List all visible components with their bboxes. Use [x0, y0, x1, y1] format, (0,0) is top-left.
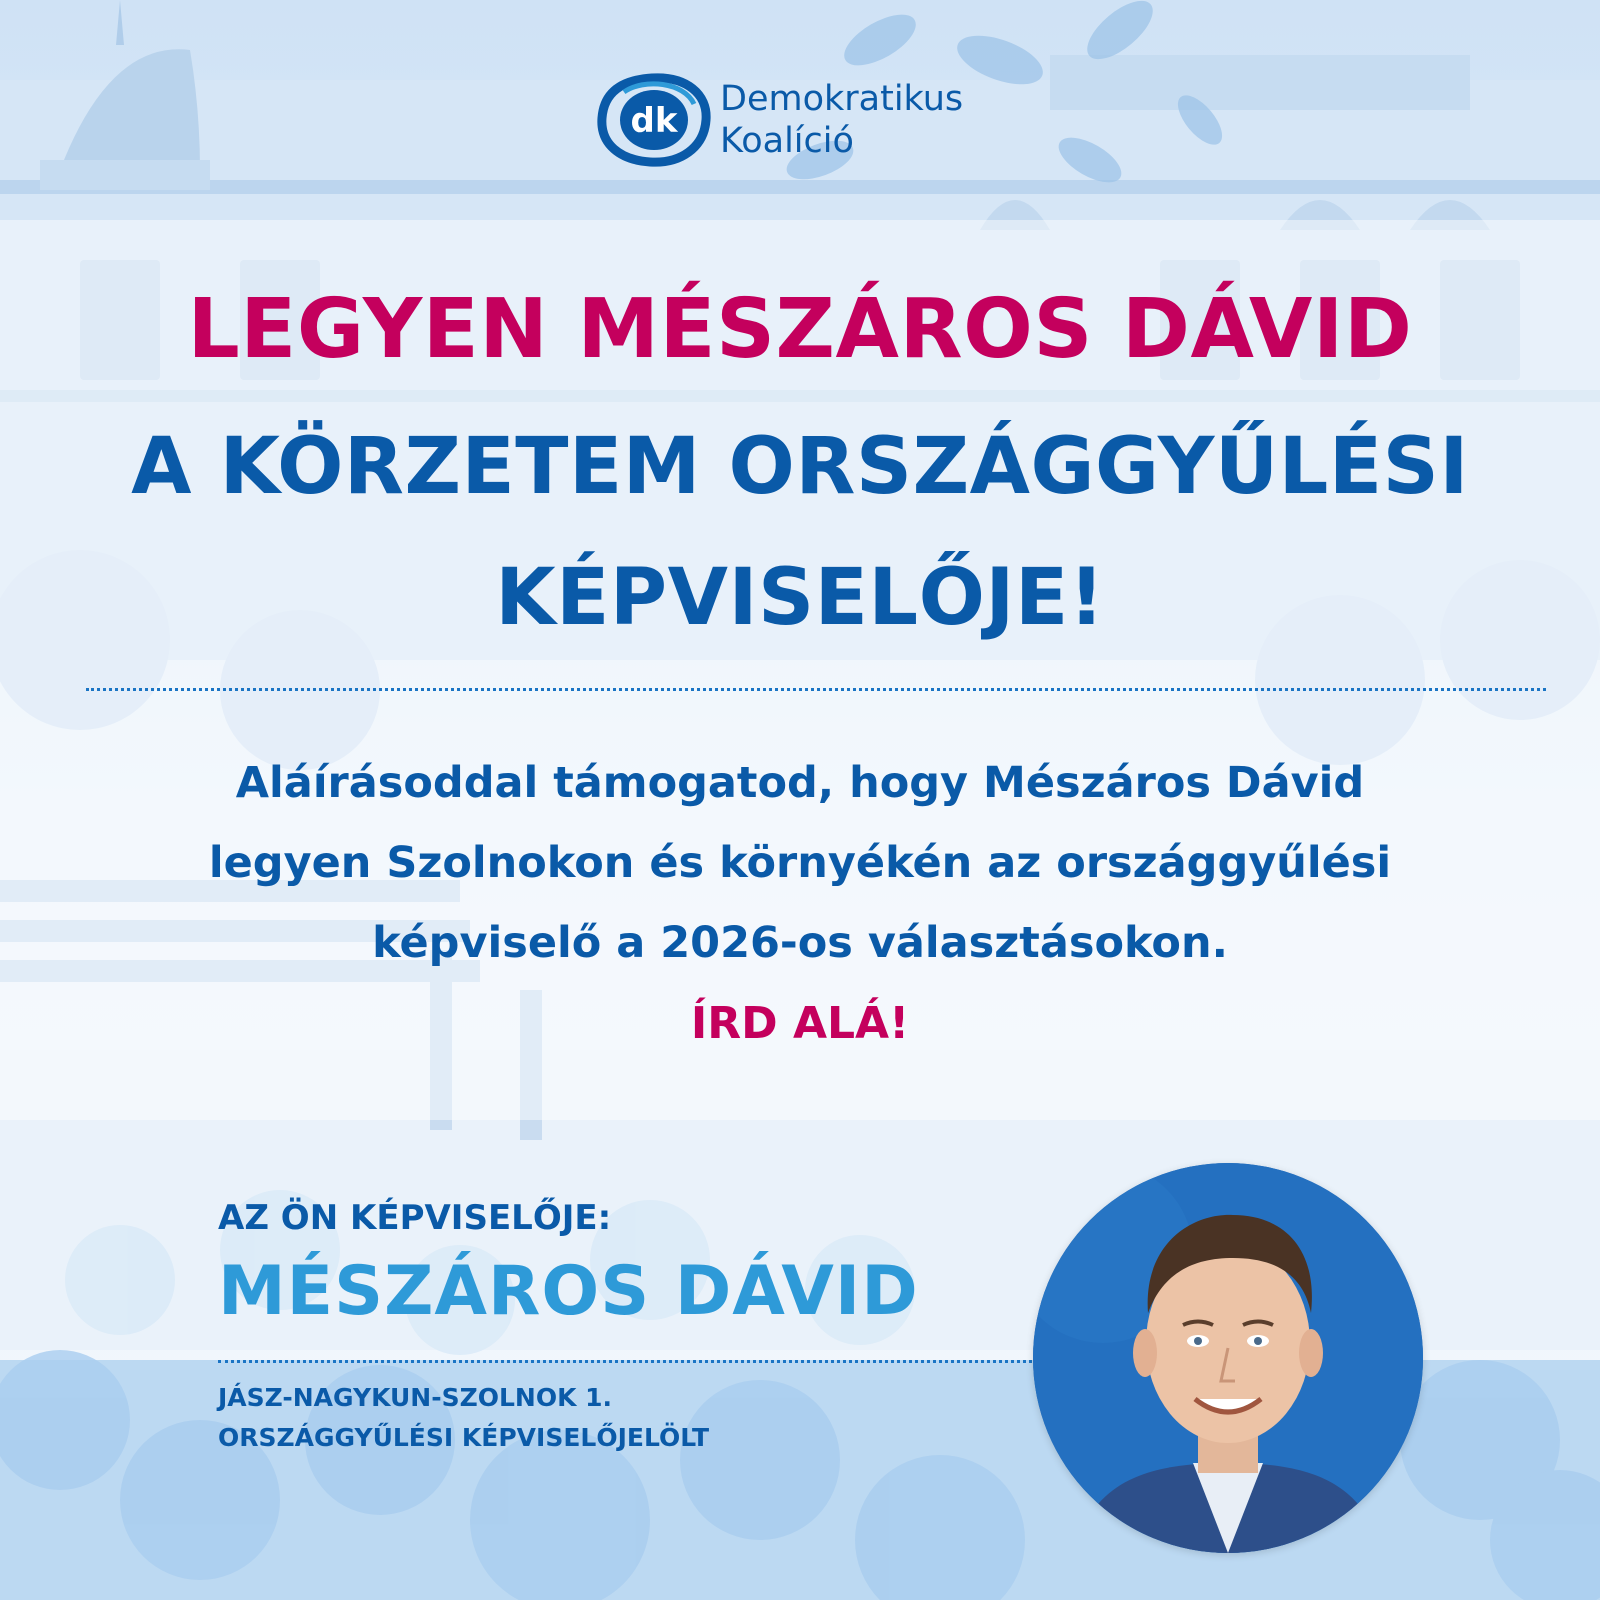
- representative-label: AZ ÖN KÉPVISELŐJE:: [218, 1198, 612, 1238]
- candidate-portrait: [1033, 1163, 1423, 1553]
- divider-bottom: [218, 1360, 1038, 1363]
- logo-line-2: Koalíció: [720, 121, 854, 161]
- body-line-3: képviselő a 2026-os választásokon.: [372, 918, 1228, 968]
- headline-line-3: KÉPVISELŐJE!: [495, 553, 1105, 643]
- headline-line-1: LEGYEN MÉSZÁROS DÁVID: [187, 282, 1413, 377]
- dk-logo: [594, 70, 963, 170]
- representative-role: ORSZÁGGYŰLÉSI KÉPVISELŐJELÖLT: [218, 1423, 710, 1452]
- dk-logo-mark: [594, 72, 712, 168]
- body-line-1: Aláírásoddal támogatod, hogy Mészáros Dávid: [235, 758, 1365, 808]
- divider-top: [86, 688, 1546, 691]
- representative-district: JÁSZ-NAGYKUN-SZOLNOK 1.: [218, 1383, 613, 1412]
- svg-text:dk: dk: [630, 101, 678, 141]
- headline-line-2: A KÖRZETEM ORSZÁGGYŰLÉSI: [131, 422, 1469, 512]
- call-to-action: ÍRD ALÁ!: [690, 998, 910, 1049]
- representative-name: MÉSZÁROS DÁVID: [218, 1252, 919, 1331]
- logo-line-1: Demokratikus: [720, 79, 964, 119]
- body-line-2: legyen Szolnokon és környékén az országgyűlési: [208, 838, 1392, 888]
- logo-wordmark: [720, 78, 963, 162]
